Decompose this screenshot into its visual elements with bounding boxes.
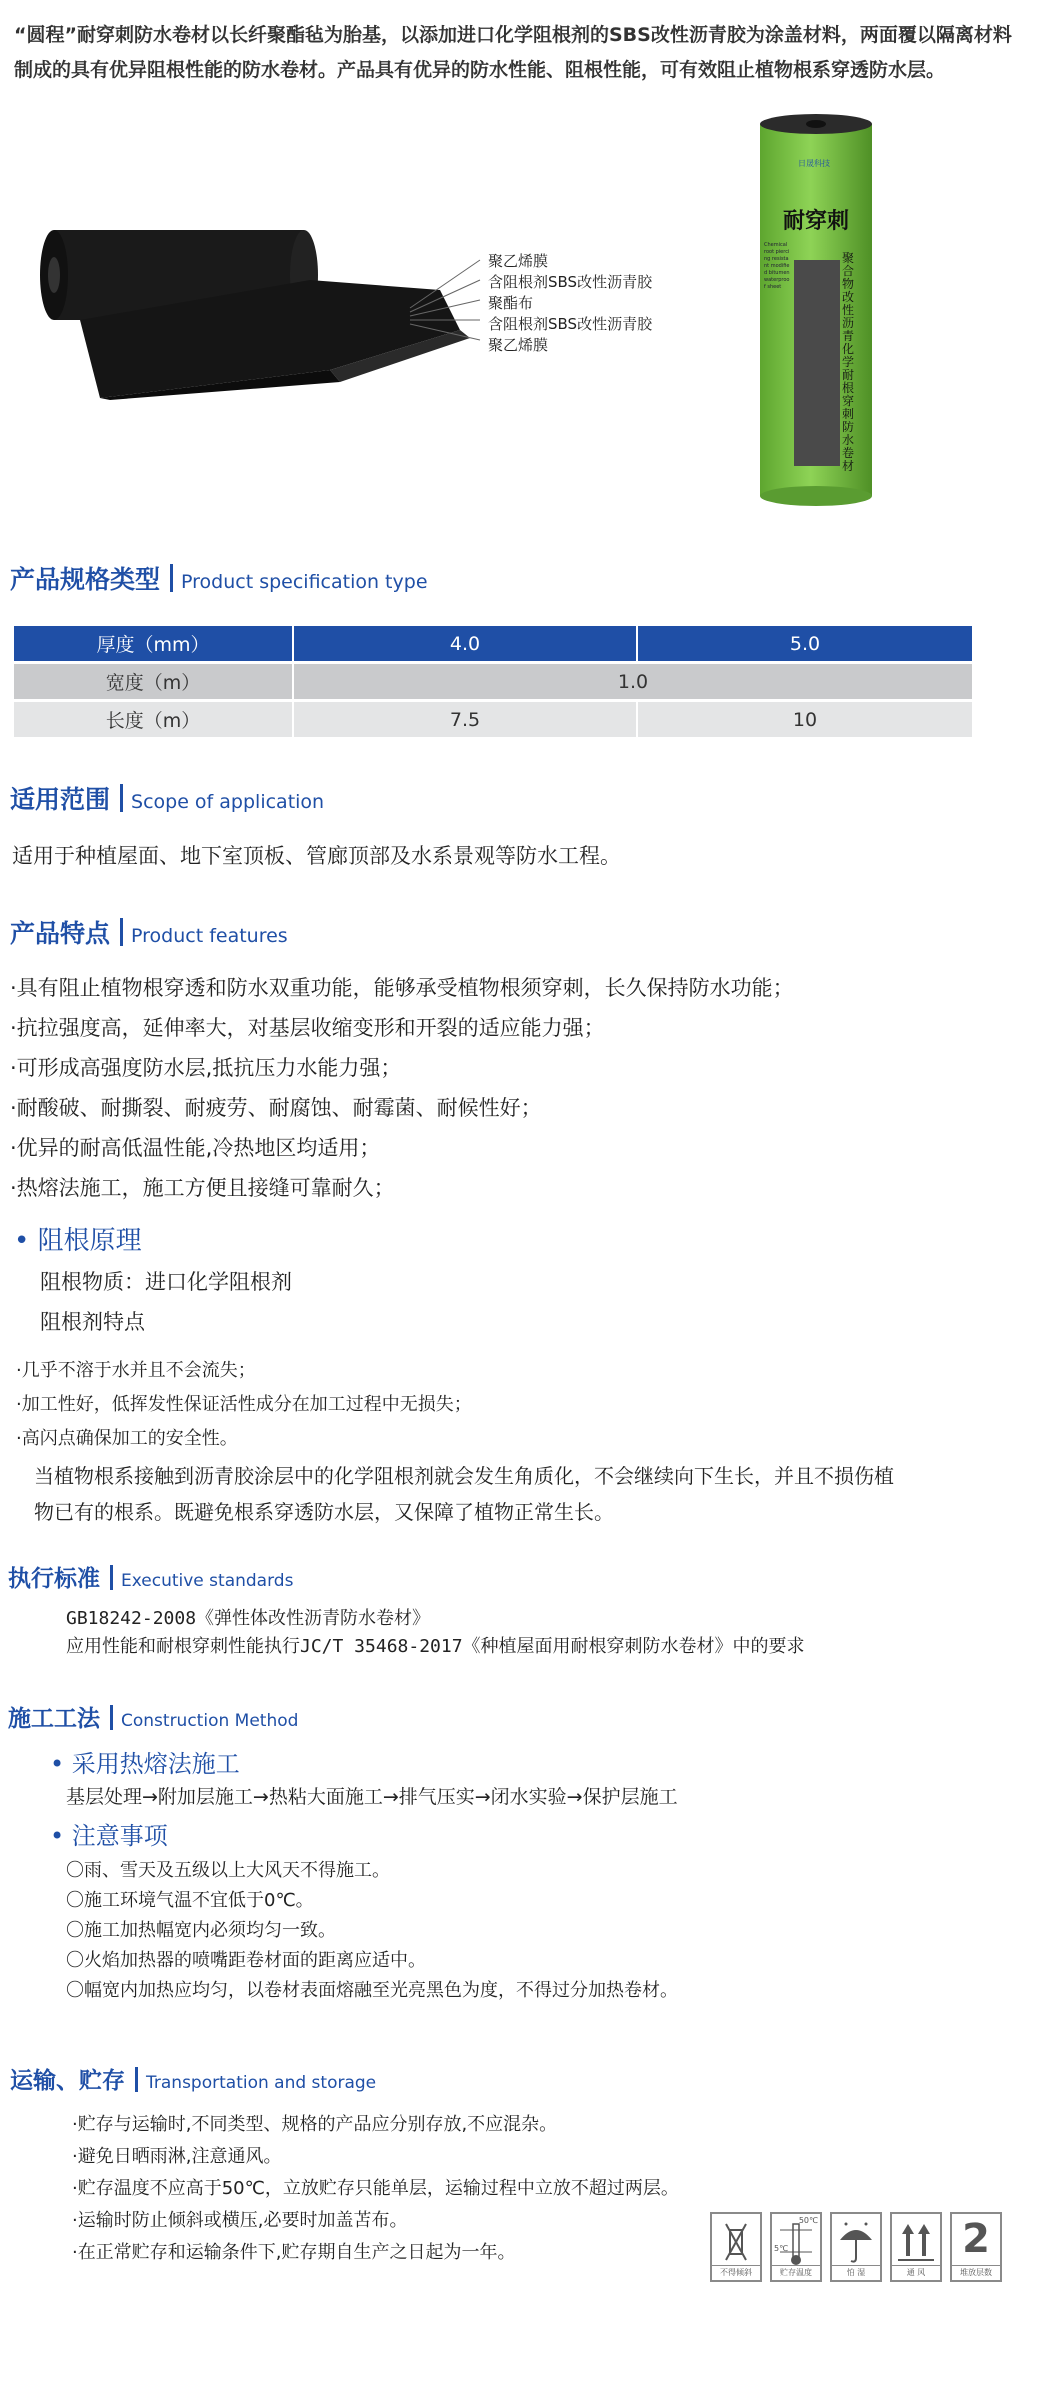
feature-item: ·热熔法施工，施工方便且接缝可靠耐久； — [10, 1176, 395, 1200]
storage-temp-icon: 50℃ 5℃ 贮存温度 — [770, 2212, 822, 2282]
layer-label: 聚乙烯膜 — [488, 252, 549, 270]
layer-label: 聚乙烯膜 — [488, 336, 549, 354]
roll-logo: 日晟科技 — [798, 159, 830, 168]
principle-point: ·高闪点确保加工的安全性。 — [16, 1428, 238, 1449]
note-item: 〇施工加热幅宽内必须均匀一致。 — [66, 1920, 336, 1941]
principle-paragraph: 当植物根系接触到沥青胶涂层中的化学阻根剂就会发生角质化，不会继续向下生长，并且不损伤植 — [34, 1464, 894, 1488]
layer-label: 含阻根剂SBS改性沥青胶 — [488, 273, 653, 291]
note-item: 〇幅宽内加热应均匀，以卷材表面熔融至光亮黑色为度，不得过分加热卷材。 — [66, 1980, 678, 2001]
layer-label: 含阻根剂SBS改性沥青胶 — [488, 315, 653, 333]
feature-item: ·可形成高强度防水层,抵抗压力水能力强； — [10, 1056, 402, 1080]
principle-line: 阻根物质：进口化学阻根剂 — [40, 1270, 292, 1294]
principle-point: ·几乎不溶于水并且不会流失； — [16, 1360, 256, 1381]
ventilation-icon: 通 风 — [890, 2212, 942, 2282]
storage-item: ·运输时防止倾斜或横压,必要时加盖苫布。 — [72, 2210, 408, 2231]
no-tilt-icon: 不得倾斜 — [710, 2212, 762, 2282]
table-cell: 长度（m） — [13, 701, 293, 739]
table-cell: 5.0 — [637, 626, 973, 663]
table-cell: 10 — [637, 701, 973, 739]
storage-item: ·避免日晒雨淋,注意通风。 — [72, 2146, 282, 2167]
spec-table — [12, 626, 974, 740]
method-heading: • 采用热熔法施工 — [50, 1750, 240, 1778]
features-section-title: 产品特点 Product features — [10, 919, 288, 948]
standard-line: 应用性能和耐根穿刺性能执行JC/T 35468-2017《种植屋面用耐根穿刺防水卷材》中的要求 — [66, 1636, 805, 1657]
stack-limit-icon: 2 堆放层数 — [950, 2212, 1002, 2282]
intro-paragraph: “圆程”耐穿刺防水卷材以长纤聚酯毡为胎基，以添加进口化学阻根剂的SBS改性沥青胶为涂盖材料，两面覆以隔离材料制成的具有优异阻根性能的防水卷材。产品具有优异的防水性能、阻根性能，可有效阻止植物根系穿透防水层。 — [14, 24, 1012, 81]
feature-item: ·耐酸破、耐撕裂、耐疲劳、耐腐蚀、耐霉菌、耐候性好； — [10, 1096, 542, 1120]
notes-heading: • 注意事项 — [50, 1822, 168, 1850]
note-item: 〇施工环境气温不宜低于0℃。 — [66, 1890, 314, 1911]
table-cell: 7.5 — [293, 701, 637, 739]
storage-item: ·贮存与运输时,不同类型、规格的产品应分别存放,不应混杂。 — [72, 2114, 558, 2135]
process-flow: 基层处理→附加层施工→热粘大面施工→排气压实→闭水实验→保护层施工 — [66, 1786, 678, 1808]
note-item: 〇雨、雪天及五级以上大风天不得施工。 — [66, 1860, 390, 1881]
storage-section-title: 运输、贮存 Transportation and storage — [10, 2068, 377, 2094]
principle-line: 阻根剂特点 — [40, 1310, 145, 1334]
standards-section-title: 执行标准 Executive standards — [8, 1566, 294, 1592]
principle-point: ·加工性好，低挥发性保证活性成分在加工过程中无损失； — [16, 1394, 472, 1415]
table-row — [13, 626, 973, 663]
feature-item: ·优异的耐高低温性能,冷热地区均适用； — [10, 1136, 381, 1160]
feature-item: ·具有阻止植物根穿透和防水双重功能，能够承受植物根须穿刺，长久保持防水功能； — [10, 976, 794, 1000]
construction-section-title: 施工工法 Construction Method — [8, 1706, 299, 1732]
table-row — [13, 663, 973, 701]
note-item: 〇火焰加热器的喷嘴距卷材面的距离应适中。 — [66, 1950, 426, 1971]
standard-line: GB18242-2008《弹性体改性沥青防水卷材》 — [66, 1608, 431, 1629]
table-cell: 1.0 — [293, 663, 973, 701]
storage-item: ·贮存温度不应高于50℃，立放贮存只能单层，运输过程中立放不超过两层。 — [72, 2178, 679, 2199]
table-cell: 厚度（mm） — [13, 626, 293, 663]
feature-item: ·抗拉强度高，延伸率大，对基层收缩变形和开裂的适应能力强； — [10, 1016, 605, 1040]
avoid-rain-icon: 怕 湿 — [830, 2212, 882, 2282]
principle-title: • 阻根原理 — [14, 1226, 142, 1256]
table-cell: 4.0 — [293, 626, 637, 663]
scope-text: 适用于种植屋面、地下室顶板、管廊顶部及水系景观等防水工程。 — [12, 844, 621, 868]
roll-brand: 耐穿刺 — [782, 209, 849, 234]
roll-vertical-text: 聚合物改性沥青化学耐根穿刺防水卷材 — [842, 251, 855, 473]
table-cell: 宽度（m） — [13, 663, 293, 701]
table-row — [13, 701, 973, 739]
product-roll-image — [756, 112, 876, 510]
layered-roll-illustration — [40, 220, 720, 400]
scope-section-title: 适用范围 Scope of application — [10, 785, 325, 814]
principle-paragraph: 物已有的根系。既避免根系穿透防水层，又保障了植物正常生长。 — [34, 1500, 614, 1524]
storage-item: ·在正常贮存和运输条件下,贮存期自生产之日起为一年。 — [72, 2242, 516, 2263]
roll-vertical-en: Chemical root piercing resistant modified bitumen waterproof sheet — [764, 242, 790, 290]
layer-label: 聚酯布 — [488, 294, 534, 312]
spec-section-title: 产品规格类型 Product specification type — [10, 565, 428, 594]
